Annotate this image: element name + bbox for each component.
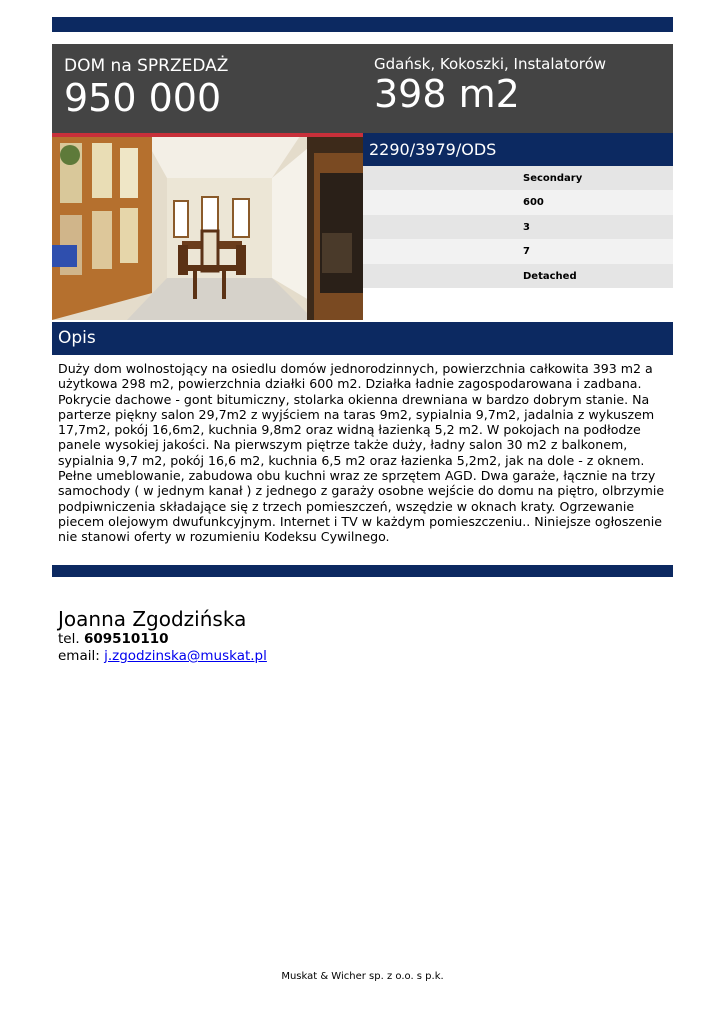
email-label: email: [58, 648, 100, 664]
detail-row [363, 264, 673, 288]
bottom-accent-bar [52, 565, 673, 577]
detail-row [363, 239, 673, 263]
top-accent-bar [52, 17, 673, 32]
area: 398 m2 [374, 72, 520, 116]
phone-label: tel. [58, 631, 80, 647]
email-line [58, 648, 267, 665]
dining-room-image [52, 133, 363, 320]
property-photo [52, 133, 363, 320]
agent-name: Joanna Zgodzińska [58, 607, 247, 631]
listing-type: DOM na SPRZEDAŻ [64, 56, 229, 76]
detail-row [363, 215, 673, 239]
phone-line [58, 631, 267, 648]
description-text: Duży dom wolnostojący na osiedlu domów jednorodzinnych, powierzchnia całkowita 393 m2 a użytkowa 298 m2, powierzchnia działki 600 m2. Działka ładnie zagospodarowana i zadbana. Pokrycie dachowe - gont bitumiczny, stolarka okienna drewniana w bardzo dobrym stanie. Na parterze piękny salon 29,7m2 z wyjściem na taras 9m2, sypialnia 9,7m2, jadalnia z wykuszem 17,7m2, pokój 16,6m2, kuchnia 9,8m2 oraz widną łazienką 5,2 m2. W pokojach na podłodze panele wysokiej jakości. Na pierwszym piętrze także duży, ładny salon 30 m2 z balkonem, sypialnia 9,7 m2, pokój 16,6 m2, kuchnia 6,5 m2 oraz łazienka 5,2m2, jak na dole - z oknem. Pełne umeblowanie, zabudowa obu kuchni wraz ze sprzętem AGD. Dwa garaże, łącznie na trzy samochody ( w jednym kanał ) z jednego z garaży osobne wejście do domu na piętro, olbrzymie podpiwniczenia składające się z trzech pomieszczeń, wszędzie w oknach kraty. Ogrzewanie piecem olejowym dwufunkcyjnym. Internet i TV w każdym pomieszczeniu.. Niniejsze ogłoszenie nie stanowi oferty w rozumieniu Kodeksu Cywilnego. [58, 361, 665, 545]
reference-number: 2290/3979/ODS [369, 140, 497, 159]
detail-value: Secondary [523, 173, 583, 184]
phone-number: 609510110 [83, 631, 169, 647]
detail-value: 7 [523, 246, 530, 258]
detail-value: 3 [523, 221, 530, 233]
description-heading-bar [52, 322, 673, 355]
details-table [363, 166, 673, 288]
detail-value: 600 [523, 197, 544, 209]
agent-contact [58, 607, 267, 665]
location: Gdańsk, Kokoszki, Instalatorów [374, 55, 607, 73]
listing-header [52, 44, 673, 133]
footer-company: Muskat & Wicher sp. z o.o. s p.k. [281, 971, 444, 982]
detail-row [363, 190, 673, 214]
reference-bar [363, 133, 673, 166]
description-heading: Opis [58, 328, 96, 348]
detail-row [363, 166, 673, 190]
email-link[interactable]: j.zgodzinska@muskat.pl [104, 648, 267, 664]
detail-value: Detached [523, 270, 577, 282]
price: 950 000 [64, 76, 222, 120]
